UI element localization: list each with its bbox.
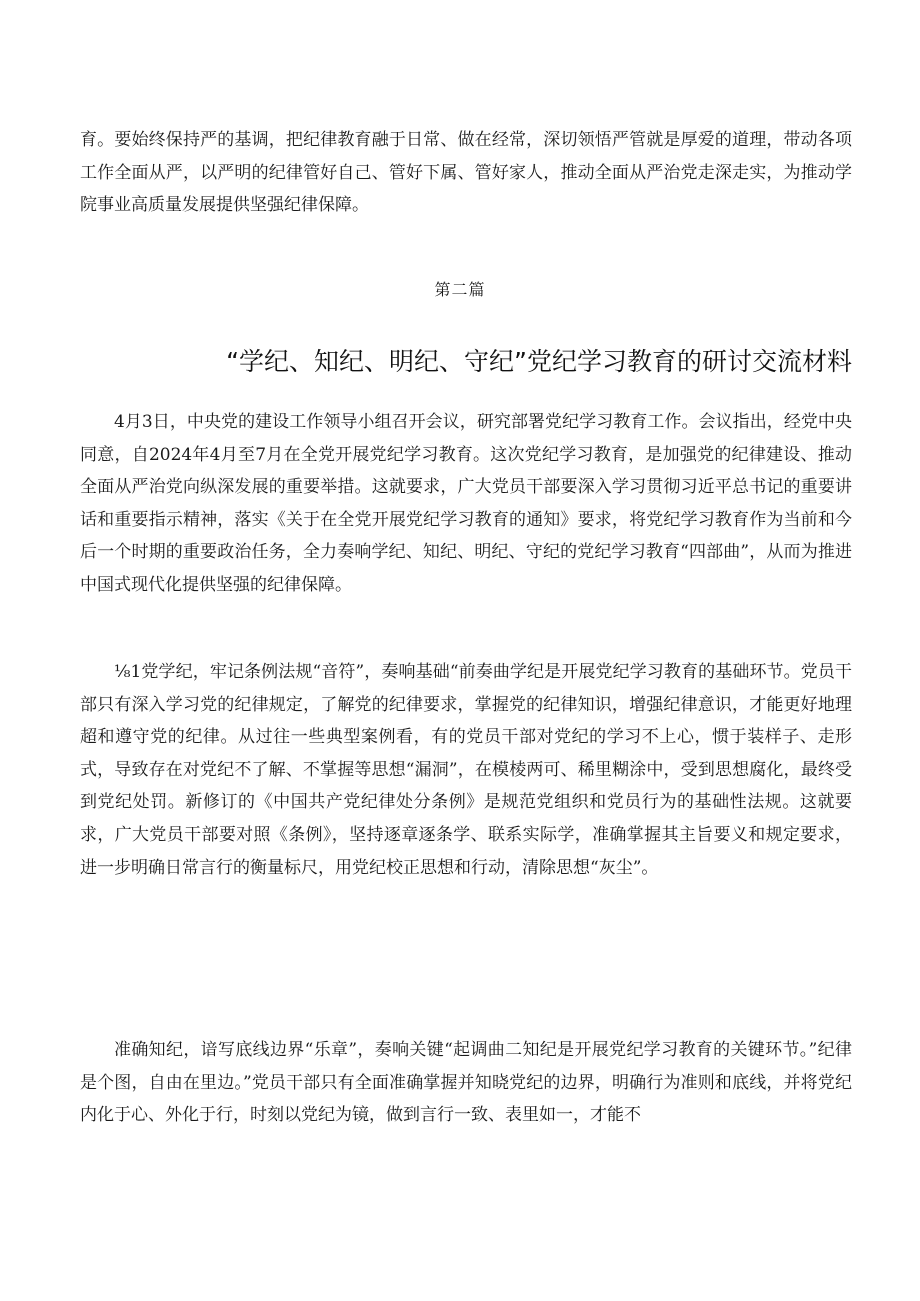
body-paragraph-2: ⅛1党学纪，牢记条例法规“音符”，奏响基础“前奏曲学纪是开展党纪学习教育的基础环节。党员干部只有深入学习党的纪律规定，了解党的纪律要求，掌握党的纪律知识，增强纪律意识，才能更好地理超和遵守党的纪律。从过往一些典型案例看，有的党员干部对党纪的学习不上心，惯于装样子、走形式，导致存在对党纪不了解、不掌握等思想“漏洞”，在模棱两可、稀里糊涂中，受到思想腐化，最终受到党纪处罚。新修订的《中国共产党纪律处分条例》是规范党组织和党员行为的基础性法规。这就要求，广大党员干部要对照《条例》，坚持逐章逐条学、联系实际学，准确掌握其主旨要义和规定要求，进一步明确日常言行的衡量标尺，用党纪校正思想和行动，清除思想“灰尘”。 — [80, 662, 852, 878]
section-label: 第二篇 — [434, 280, 486, 299]
body-paragraph-3: 准确知纪，谙写底线边界“乐章”，奏响关键“起调曲二知纪是开展党纪学习教育的关键环节。”纪律是个图，自由在里边。”党员干部只有全面准确掌握并知晓党纪的边界，明确行为准则和底线，并将党纪内化于心、外化于行，时刻以党纪为镜，做到言行一致、表里如一，才能不 — [80, 1040, 852, 1126]
continuation-paragraph: 育。要始终保持严的基调，把纪律教育融于日常、做在经常，深切领悟严管就是厚爱的道理，带动各项工作全面从严，以严明的纪律管好自己、管好下属、管好家人，推动全面从严治党走深走实，为推动学院事业高质量发展提供坚强纪律保障。 — [80, 130, 852, 216]
document-title: “学纪、知纪、明纪、守纪”党纪学习教育的研讨交流材料 — [226, 347, 852, 376]
body-paragraph-1: 4月3日，中央党的建设工作领导小组召开会议，研究部署党纪学习教育工作。会议指出，经党中央同意，自2024年4月至7月在全党开展党纪学习教育。这次党纪学习教育，是加强党的纪律建设、推动全面从严治党向纵深发展的重要举措。这就要求，广大党员干部要深入学习贯彻习近平总书记的重要讲话和重要指示精神，落实《关于在全党开展党纪学习教育的通知》要求，将党纪学习教育作为当前和今后一个时期的重要政治任务，全力奏响学纪、知纪、明纪、守纪的党纪学习教育“四部曲”，从而为推进中国式现代化提供坚强的纪律保障。 — [80, 412, 852, 595]
